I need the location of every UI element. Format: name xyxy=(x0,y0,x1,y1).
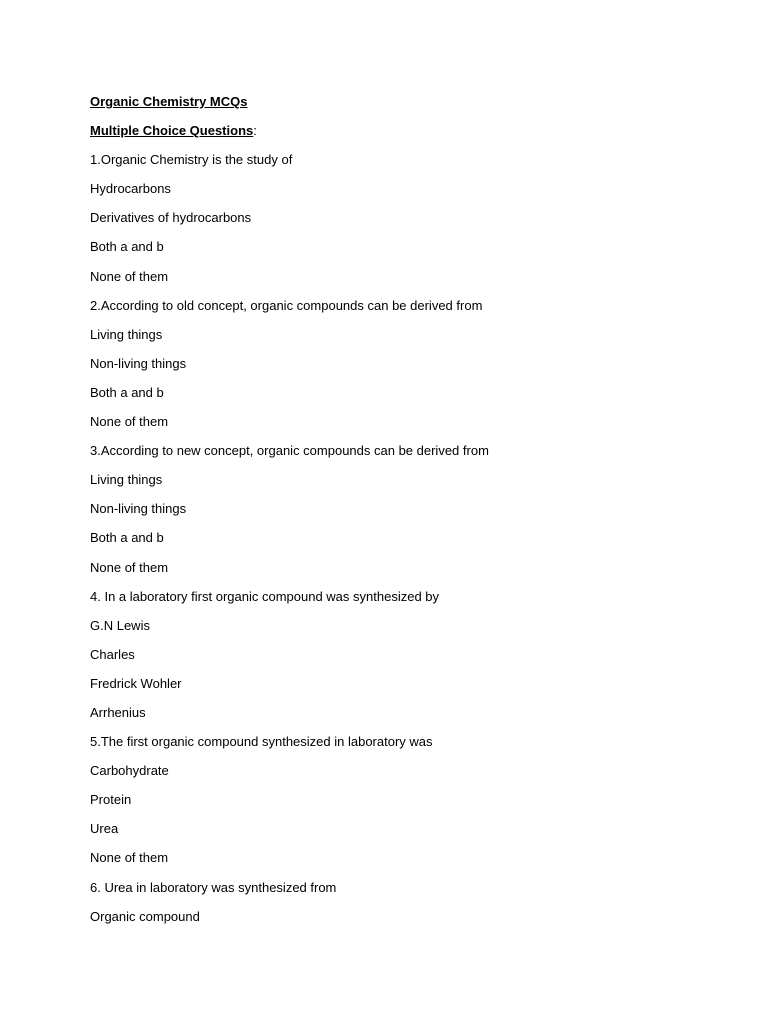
document-subtitle-suffix: : xyxy=(253,123,257,139)
question-6: 6. Urea in laboratory was synthesized from xyxy=(90,879,337,895)
question-5: 5.The first organic compound synthesized in laboratory was xyxy=(90,734,433,750)
document-subtitle-line xyxy=(90,121,730,150)
question-2-option-b: Non-living things xyxy=(90,355,187,371)
document-subtitle: Multiple Choice Questions xyxy=(90,123,254,139)
question-6-option-a: Organic compound xyxy=(90,908,200,924)
question-4-option-c: Fredrick Wohler xyxy=(90,675,182,691)
question-3-option-d: None of them xyxy=(90,559,169,575)
question-3-option-c: Both a and b xyxy=(90,530,164,546)
question-3: 3.According to new concept, organic compounds can be derived from xyxy=(90,443,489,459)
question-4-option-b: Charles xyxy=(90,646,135,662)
question-1-option-d: None of them xyxy=(90,268,169,284)
document-content xyxy=(90,92,730,936)
question-5-option-d: None of them xyxy=(90,850,169,866)
question-1-option-a: Hydrocarbons xyxy=(90,181,171,197)
question-1-option-b: Derivatives of hydrocarbons xyxy=(90,210,252,226)
question-5-option-a: Carbohydrate xyxy=(90,763,169,779)
question-1: 1.Organic Chemistry is the study of xyxy=(90,152,293,168)
question-2-option-d: None of them xyxy=(90,414,169,430)
question-4: 4. In a laboratory first organic compound was synthesized by xyxy=(90,588,440,604)
question-3-option-a: Living things xyxy=(90,472,163,488)
question-5-option-c: Urea xyxy=(90,821,119,837)
question-4-option-a: G.N Lewis xyxy=(90,617,150,633)
question-2-option-c: Both a and b xyxy=(90,384,164,400)
question-4-option-d: Arrhenius xyxy=(90,704,146,720)
question-2: 2.According to old concept, organic compounds can be derived from xyxy=(90,297,483,313)
question-2-option-a: Living things xyxy=(90,326,163,342)
question-3-option-b: Non-living things xyxy=(90,501,187,517)
question-1-option-c: Both a and b xyxy=(90,239,164,255)
document-title: Organic Chemistry MCQs xyxy=(90,94,248,109)
question-5-option-b: Protein xyxy=(90,792,132,808)
